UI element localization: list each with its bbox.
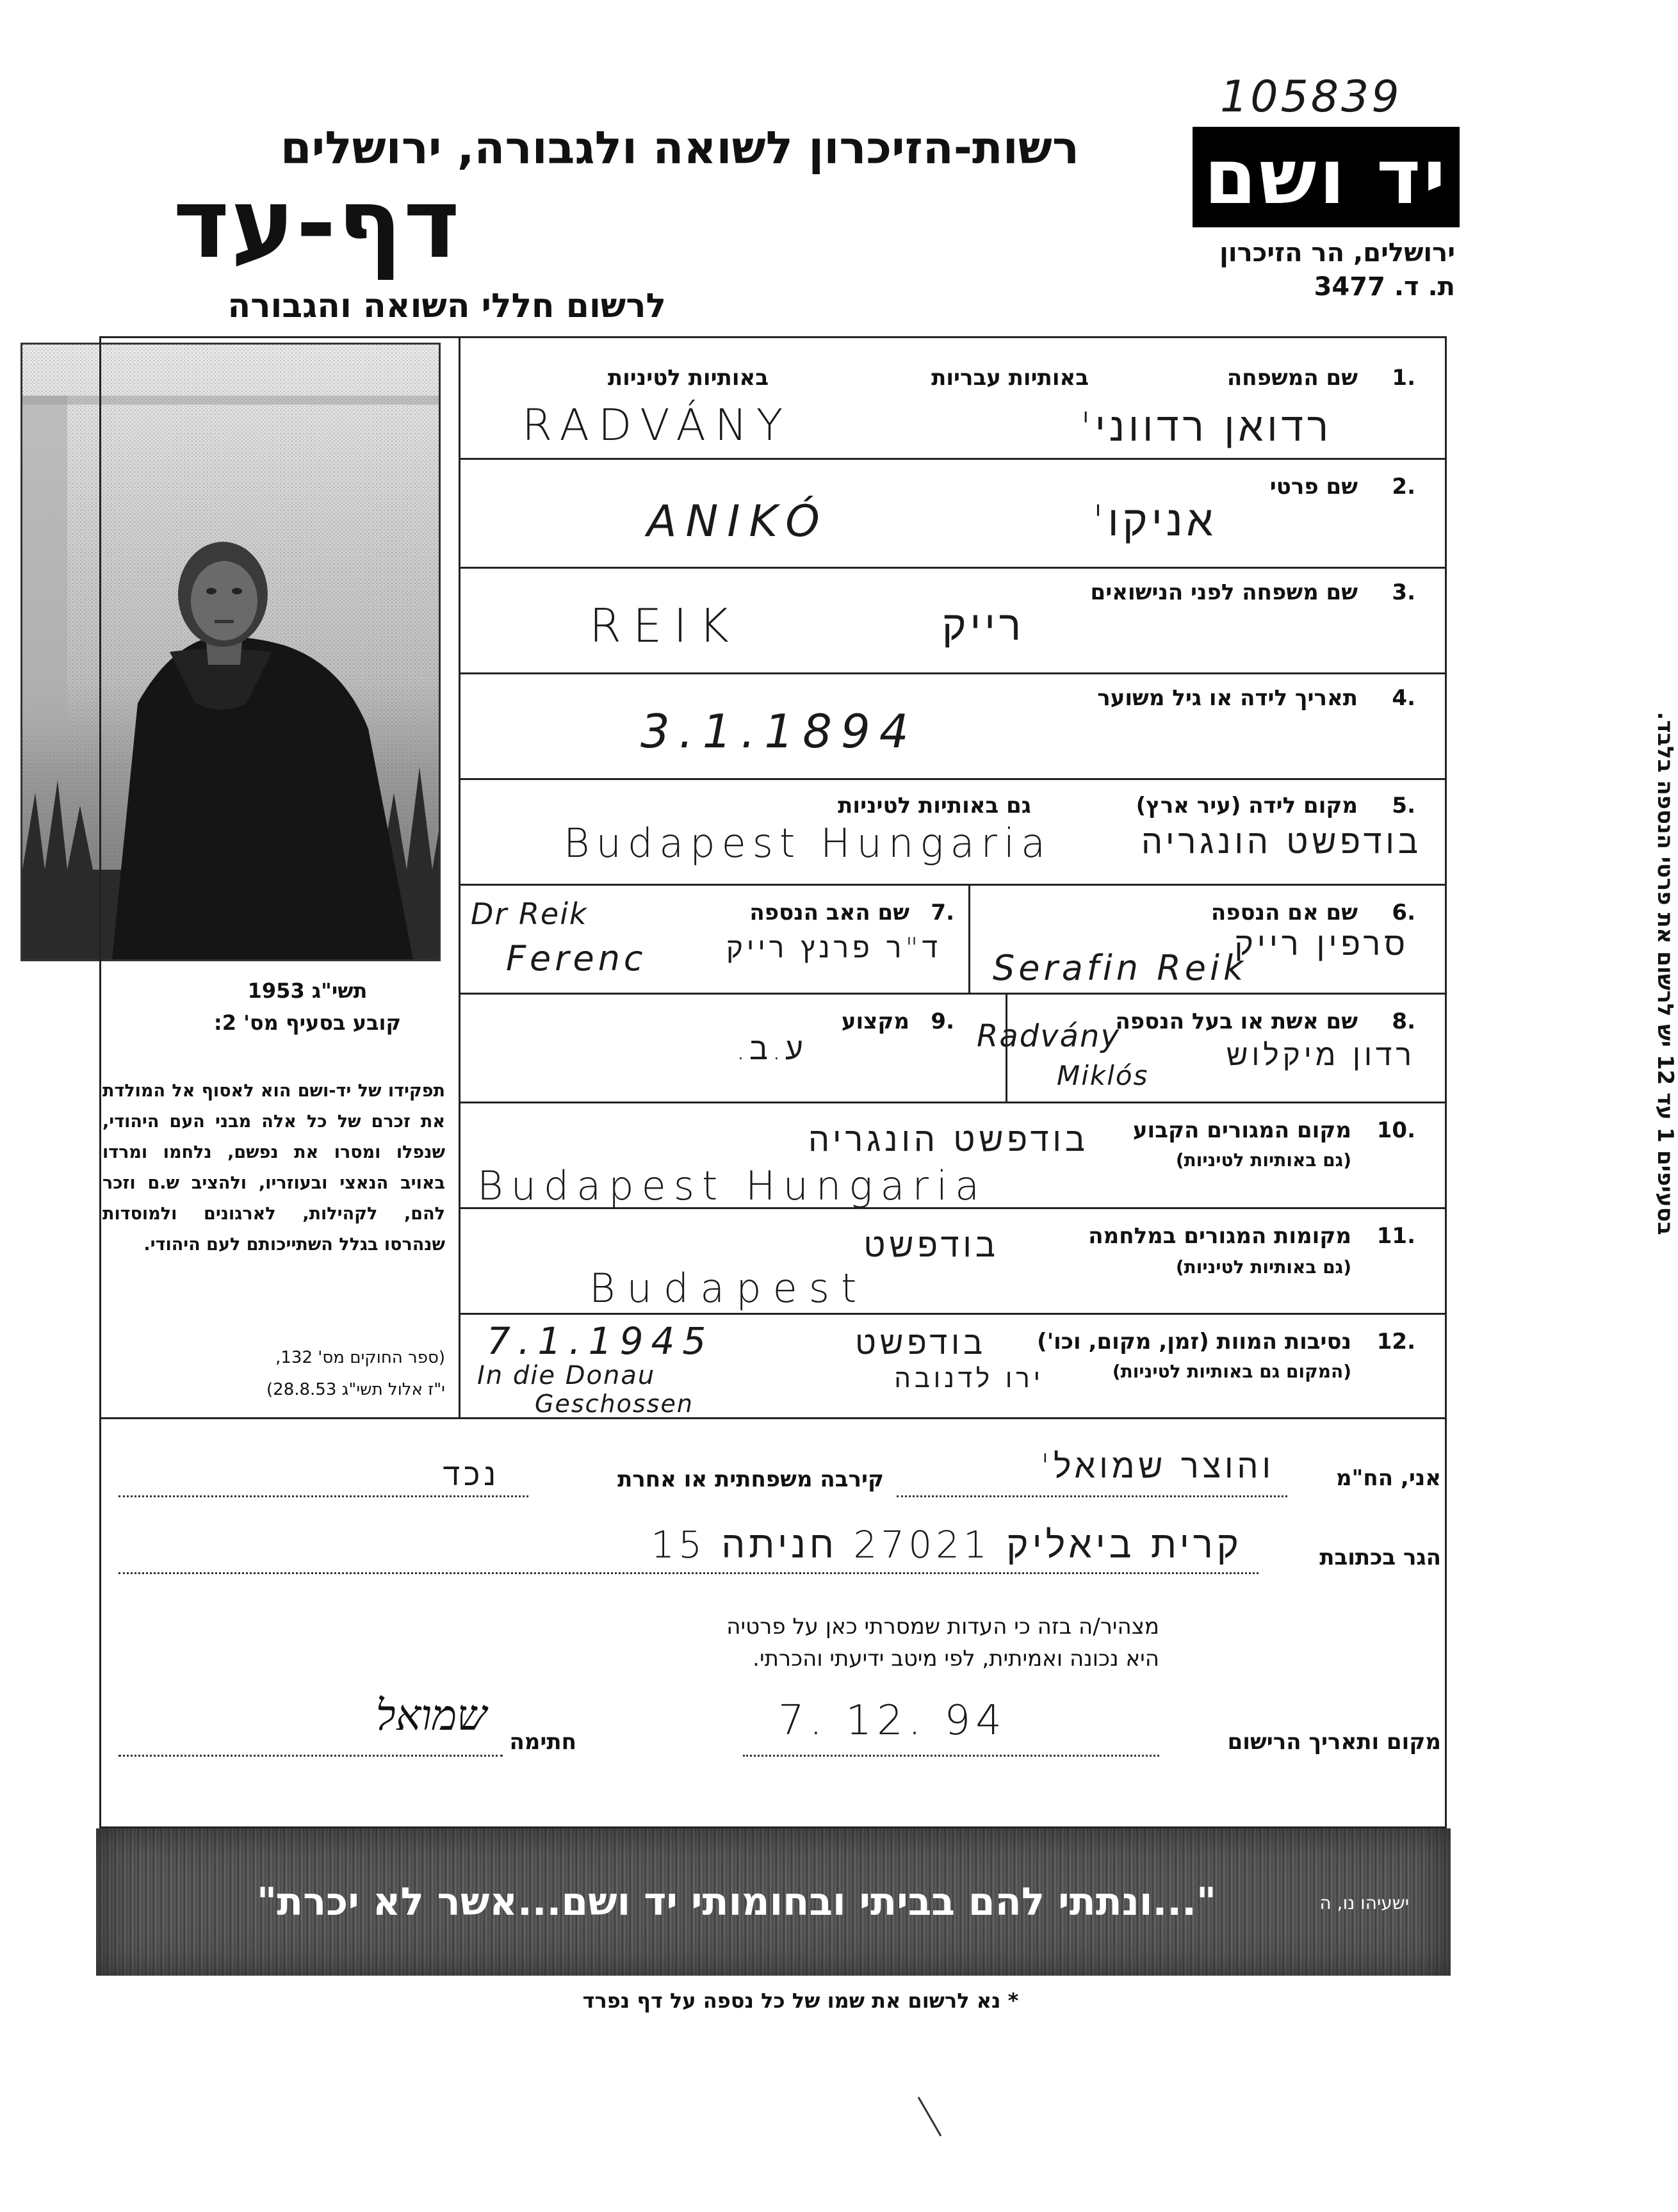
field-6-hebrew-value: סרפין רייק <box>1234 925 1409 963</box>
caption-date: י"ז אלול תשי"ג 28.8.53) <box>266 1380 445 1399</box>
address-line <box>118 1572 1258 1574</box>
address-value: קרית ביאליק 27021 חניתה 15 <box>651 1523 1242 1566</box>
field-8-latin-value-2: Miklós <box>1057 1060 1149 1091</box>
field-7-latin-value-2: Ferenc <box>506 938 647 979</box>
field-10-number: .10 <box>1376 1118 1415 1143</box>
place-date-line <box>743 1755 1159 1757</box>
field-7-label: שם האב הנספה <box>749 900 909 925</box>
field-11-sublabel: (גם באותיות לטיניות) <box>1175 1256 1351 1278</box>
logo-address: ירושלים, הר הזיכרון <box>1219 238 1455 268</box>
field-8-hebrew-value: רדון מיקלוש <box>1226 1037 1415 1072</box>
row-sep-7 <box>459 1102 1447 1103</box>
field-12-hebrew-value-2: ירו לדנובה <box>894 1364 1044 1394</box>
form-left-divider <box>459 336 460 1419</box>
row-sep-2 <box>459 567 1447 569</box>
org-line: רשות-הזיכרון לשואה ולגבורה, ירושלים <box>280 122 1079 174</box>
field-12-date-value: 7.1.1945 <box>487 1319 714 1363</box>
field-10-label: מקום המגורים הקבוע <box>1132 1118 1351 1143</box>
field-1-hebrew-label: באותיות עבריות <box>931 365 1089 391</box>
row-sep-4 <box>459 778 1447 780</box>
place-date-label: מקום ותאריך הרישום <box>1227 1729 1441 1755</box>
field-12-latin-value-2: In die Donau <box>477 1361 656 1390</box>
row-sep-1 <box>459 458 1447 460</box>
field-4-label: תאריך לידה או גיל משוער <box>1097 685 1358 711</box>
field-1-number: .1 <box>1392 365 1415 391</box>
field-12-hebrew-value-1: בודפשט <box>855 1324 986 1362</box>
page-title: דף-עד <box>173 168 461 280</box>
caption-year: תשי"ג 1953 <box>247 979 368 1003</box>
field-8-number: .8 <box>1392 1009 1415 1034</box>
field-5-number: .5 <box>1392 793 1415 818</box>
field-3-latin-value: REIK <box>589 599 740 653</box>
signature-value: שמואל <box>375 1691 487 1740</box>
scan-mark <box>918 2097 942 2136</box>
relation-value: נכד <box>443 1457 500 1493</box>
section-divider <box>99 1417 1447 1419</box>
row-sep-9 <box>459 1313 1447 1315</box>
field-12-sublabel: (המקום גם באותיות לטיניות) <box>1112 1361 1351 1382</box>
banner-quote: "...ונתתי להם בביתי ובחומותי יד ושם...אשר לא יכרת" <box>256 1880 1217 1924</box>
field-5-latin-value: Budapest Hungaria <box>564 820 1052 866</box>
field-2-latin-value: ANIKÓ <box>647 496 829 547</box>
caption-source: (ספר החוקים מס' 132, <box>275 1348 445 1367</box>
footer-note: * נא לרשום את שמו של כל נספה על דף נפרד <box>582 1988 1019 2013</box>
field-3-hebrew-value: רייק <box>941 603 1025 650</box>
field-3-number: .3 <box>1392 580 1415 605</box>
field-11-latin-value: Budapest <box>589 1265 868 1312</box>
field-7-number: .7 <box>931 900 954 925</box>
field-2-label: שם פרטי <box>1269 474 1358 500</box>
field-9-label: מקצוע <box>841 1009 909 1034</box>
row-sep-6 <box>459 993 1447 995</box>
declarant-label: אני, הח"מ <box>1336 1465 1441 1491</box>
field-7-latin-value-1: Dr Reik <box>471 897 588 931</box>
field-8-label: שם אשת או בעל הנספה <box>1115 1009 1358 1034</box>
field-4-number: .4 <box>1392 685 1415 711</box>
signature-label: חתימה <box>509 1729 576 1755</box>
caption-law-text: תפקידו של יד-ושם הוא לאסוף אל המולדת את זכרם של כל אלה מבני העם היהודי, שנפלו ומסרו את נפשם, נלחמו ומרדו באויב הנאצי ובעוזריו, ולהציב ש.ם וזכר להם, לקהילות, לארגונים ולמוסדות שנהרסו בגלל השתייכותם לעם היהודי. <box>102 1081 445 1255</box>
field-3-label: שם משפחה לפני הנישואים <box>1090 580 1358 605</box>
field-12-latin-value-3: Geschossen <box>535 1390 694 1418</box>
row-sep-5 <box>459 884 1447 886</box>
field-12-label: נסיבות המוות (זמן, מקום, וכו') <box>1037 1329 1351 1354</box>
signature-line <box>118 1755 503 1757</box>
relation-label: קירבה משפחתית או אחרת <box>617 1467 884 1492</box>
field-8-latin-value-1: Radvány <box>977 1018 1120 1054</box>
form-frame <box>99 336 1447 1828</box>
field-4-value: 3.1.1894 <box>640 704 918 758</box>
address-label: הגר בכתובת <box>1319 1545 1441 1570</box>
quote-banner <box>96 1828 1451 1976</box>
archive-number: 105839 <box>1220 72 1402 122</box>
field-6-number: .6 <box>1392 900 1415 925</box>
field-12-number: .12 <box>1376 1329 1415 1354</box>
field-10-hebrew-value: בודפשט הונגריה <box>808 1121 1089 1159</box>
field-2-number: .2 <box>1392 474 1415 500</box>
caption-law-ref: קובע בסעיף מס' 2: <box>213 1011 402 1035</box>
declarant-value: והוצר שמואל' <box>1040 1447 1275 1486</box>
field-6-latin-value: Serafin Reik <box>993 948 1248 988</box>
field-2-hebrew-value: אניקו' <box>1092 496 1217 546</box>
field-1-latin-value: RADVÁNY <box>522 400 792 451</box>
field-5-latin-label: גם באותיות לטיניות <box>838 793 1031 818</box>
field-11-number: .11 <box>1376 1223 1415 1249</box>
field-7-hebrew-value: ד"ר פרנץ רייק <box>726 932 941 964</box>
field-9-number: .9 <box>931 1009 954 1034</box>
field-10-latin-value: Budapest Hungaria <box>477 1162 988 1209</box>
field-5-hebrew-value: בודפשט הונגריה <box>1141 823 1422 861</box>
field-6-label: שם אם הנספה <box>1210 900 1358 925</box>
page-subtitle: לרשום חללי השואה והגבורה <box>227 287 666 325</box>
statement-line-2: היא נכונה ואמיתית, לפי מיטב ידיעתי והכרתי. <box>753 1646 1159 1671</box>
banner-source: ישעיהו נו, ה <box>1319 1892 1409 1914</box>
side-note: בסעיפים 1 עד 12 יש לרשום את פרטי הנספה בלבד. <box>1652 712 1678 1235</box>
field-1-hebrew-value: רדואן רדווני' <box>1080 403 1332 450</box>
row-sep-3 <box>459 672 1447 674</box>
field-11-label: מקומות המגורים במלחמה <box>1088 1223 1351 1249</box>
field-10-sublabel: (גם באותיות לטיניות) <box>1175 1150 1351 1171</box>
field-5-label: מקום לידה (עיר ארץ) <box>1136 793 1358 818</box>
place-date-value: 7. 12. 94 <box>778 1697 1007 1744</box>
statement-line-1: מצהיר/ה בזה כי העדות שמסרתי כאן על פרטיה <box>726 1614 1159 1639</box>
logo-text: יד ושם <box>1203 133 1449 221</box>
field-9-value: ע.ב. <box>735 1031 807 1067</box>
yad-vashem-logo <box>1193 127 1460 227</box>
field-1-label: שם המשפחה <box>1226 365 1358 391</box>
field-1-latin-label: באותיות לטיניות <box>607 365 769 391</box>
col-sep-6-7 <box>968 884 970 993</box>
field-11-hebrew-value: בודפשט <box>863 1226 999 1265</box>
declarant-line <box>897 1495 1287 1497</box>
logo-po-box: ת. ד. 3477 <box>1314 272 1455 302</box>
relation-line <box>118 1495 528 1497</box>
